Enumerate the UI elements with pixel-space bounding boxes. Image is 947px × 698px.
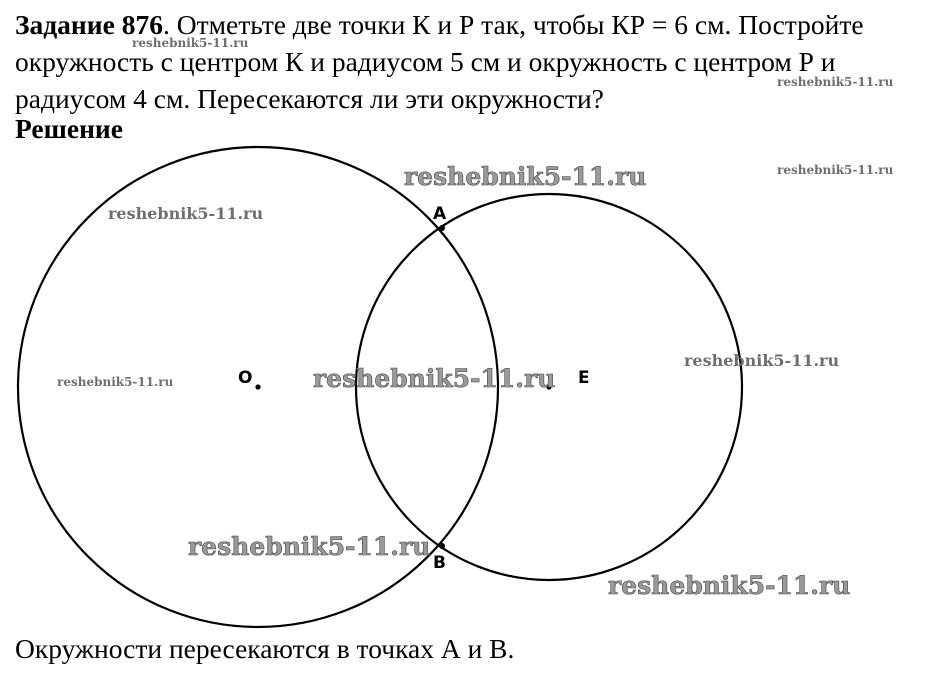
center-point-o <box>255 384 260 389</box>
watermark: reshebnik5-11.ru <box>57 375 174 389</box>
intersection-point-b <box>439 543 445 549</box>
solution-heading: Решение <box>15 113 123 144</box>
label-a: A <box>433 204 447 224</box>
watermark: reshebnik5-11.ru <box>108 204 264 223</box>
intersection-point-a <box>439 225 445 231</box>
watermark: reshebnik5-11.ru <box>777 163 894 177</box>
answer-text: Окружности пересекаются в точках А и В. <box>15 633 515 664</box>
task-label: Задание 876 <box>15 9 163 40</box>
watermark: reshebnik5-11.ru <box>188 532 431 561</box>
label-b: B <box>433 553 446 573</box>
label-o: O <box>238 368 253 388</box>
watermark: reshebnik5-11.ru <box>777 75 894 89</box>
label-e: E <box>578 368 590 388</box>
watermark: reshebnik5-11.ru <box>132 36 249 50</box>
task-text: . Отметьте две точки К и Р так, чтобы КР = 6 см. Постройте окружность с центром К и радиусом 5 см и окружность с центром Р и радиусом 4 см. Пересекаются ли эти окружности? <box>15 9 864 114</box>
watermark: reshebnik5-11.ru <box>404 162 647 191</box>
watermark: reshebnik5-11.ru <box>684 351 840 370</box>
watermark: reshebnik5-11.ru <box>608 571 851 600</box>
watermark: reshebnik5-11.ru <box>313 364 556 393</box>
